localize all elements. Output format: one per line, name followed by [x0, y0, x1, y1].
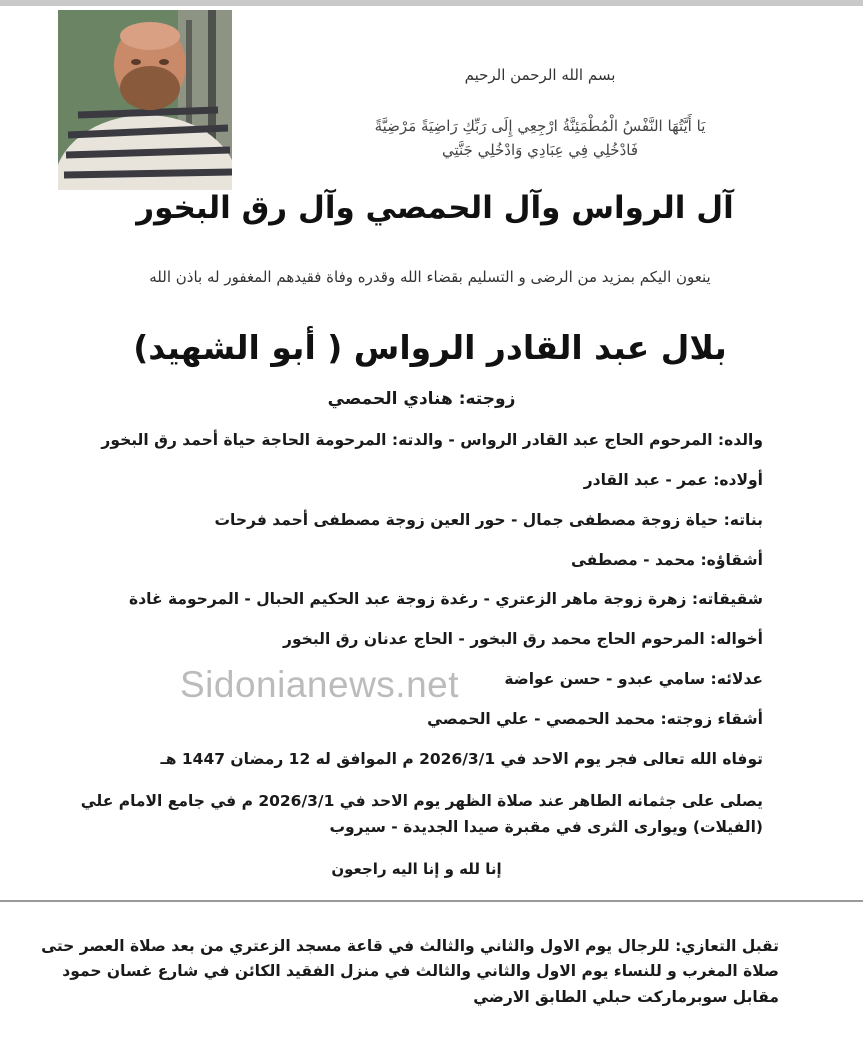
condolences-line-3: مقابل سوبرماركت حبلي الطابق الارضي — [473, 988, 779, 1006]
wife-brothers-line: أشقاء زوجته: محمد الحمصي - علي الحمصي — [427, 710, 763, 728]
basmala: بسم الله الرحمن الرحيم — [464, 66, 616, 84]
top-border — [0, 0, 863, 6]
watermark: Sidonianews.net — [180, 664, 460, 705]
maternal-uncles-line: أخواله: المرحوم الحاج محمد رق البخور - الحاج عدنان رق البخور — [283, 630, 763, 648]
quran-verse-line-2: فَادْخُلِي فِي عِبَادِي وَادْخُلِي جَنَّتِي — [441, 141, 639, 159]
funeral-line-1: يصلى على جثمانه الطاهر عند صلاة الظهر يوم الاحد في 2026/3/1 م في جامع الامام علي — [80, 792, 763, 810]
quran-verse-line-1: يَا أَيَّتُهَا النَّفْسُ الْمُطْمَئِنَّةُ ارْجِعِي إِلَى رَبِّكِ رَاضِيَةً مَرْضِيَّةً — [374, 117, 706, 135]
section-divider — [0, 900, 863, 902]
closing-phrase: إنا لله و إنا اليه راجعون — [331, 860, 502, 878]
death-notice-line: توفاه الله تعالى فجر يوم الاحد في 2026/3/1 م الموافق له 12 رمضان 1447 هـ — [160, 750, 763, 768]
daughters-line: بناته: حياة زوجة مصطفى جمال - حور العين زوجة مصطفى أحمد فرحات — [214, 511, 763, 529]
announcement-text: ينعون اليكم بمزيد من الرضى و التسليم بقضاء الله وقدره وفاة فقيدهم المغفور له باذن الله — [149, 268, 711, 286]
sisters-line: شقيقاته: زهرة زوجة ماهر الزعتري - رغدة زوجة عبد الحكيم الحبال - المرحومة غادة — [129, 590, 763, 608]
portrait-photo-icon — [58, 10, 232, 190]
families-heading: آل الرواس وآل الحمصي وآل رق البخور — [136, 190, 734, 226]
in-laws-line: عدلائه: سامي عبدو - حسن عواضة — [504, 670, 763, 688]
deceased-photo — [58, 10, 232, 190]
condolences-line-2: صلاة المغرب و للنساء يوم الاول والثاني والثالث في منزل الفقيد الكائن في شارع غسان حمود — [62, 962, 779, 980]
parents-line: والده: المرحوم الحاج عبد القادر الرواس - والدته: المرحومة الحاجة حياة أحمد رق البخور — [101, 431, 763, 449]
deceased-name: بلال عبد القادر الرواس ( أبو الشهيد) — [133, 328, 727, 367]
condolences-line-1: تقبل التعازي: للرجال يوم الاول والثاني والثالث في قاعة مسجد الزعتري من بعد صلاة العصر حتى — [41, 937, 779, 955]
sons-line: أولاده: عمر - عبد القادر — [583, 471, 763, 489]
wife-line: زوجته: هنادي الحمصي — [327, 389, 516, 409]
funeral-line-2: (الفيلات) ويوارى الثرى في مقبرة صيدا الجديدة - سيروب — [329, 818, 763, 836]
brothers-line: أشقاؤه: محمد - مصطفى — [570, 551, 763, 569]
